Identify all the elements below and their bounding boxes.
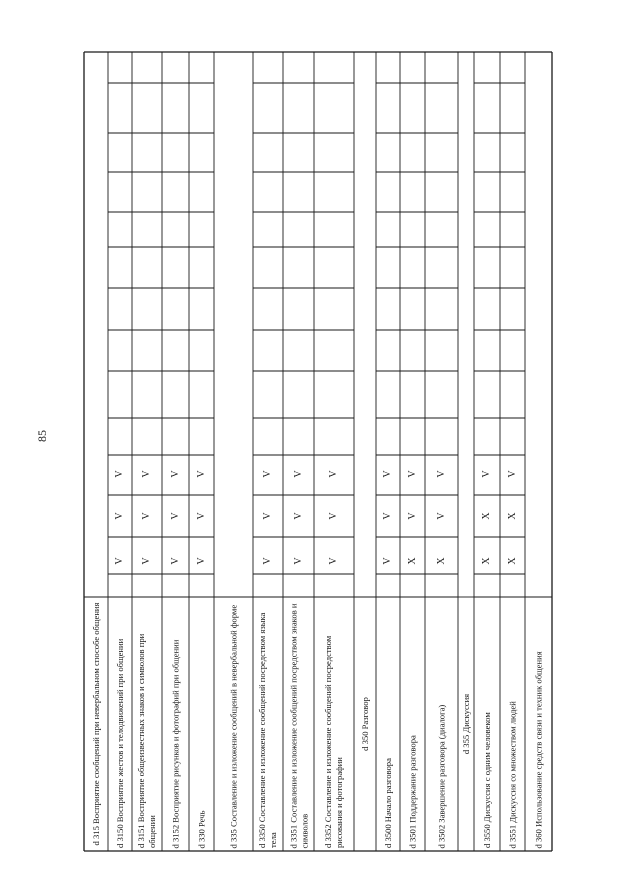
check-mark: V — [328, 512, 339, 520]
check-mark: V — [195, 512, 207, 520]
x-mark: X — [435, 557, 447, 565]
check-mark: V — [406, 512, 418, 520]
section-label: d 350 Разговор — [359, 697, 370, 751]
check-mark: V — [195, 470, 207, 478]
check-mark: V — [114, 557, 125, 565]
row-label: d 3350 Составление и изложение сообщений посредством языка тела — [257, 612, 278, 848]
row-label: d 3351 Составление и изложение сообщений посредством знаков и символов — [287, 602, 309, 848]
row-label: d 3500 Начало разговора — [382, 758, 393, 848]
row-label: d 3550 Дискуссия с одним человеком — [481, 712, 492, 848]
check-mark: V — [406, 470, 418, 478]
check-mark: V — [506, 470, 518, 478]
check-mark: V — [141, 470, 152, 478]
x-mark: X — [506, 557, 518, 565]
check-mark: V — [141, 557, 152, 565]
check-mark: V — [382, 470, 393, 478]
x-mark: X — [481, 512, 492, 520]
section-label: d 360 Использование средств связи и техник общения — [533, 650, 543, 848]
check-mark: V — [169, 470, 181, 478]
check-mark: V — [435, 512, 447, 520]
check-mark: V — [435, 470, 447, 478]
row-label: d 3151 Восприятие общеизвестных знаков и символов при общении — [136, 633, 157, 848]
check-mark: V — [262, 557, 273, 565]
check-mark: V — [195, 557, 207, 565]
check-mark: V — [481, 470, 492, 478]
check-mark: V — [141, 512, 152, 520]
row-label: d 3501 Поддержание разговора — [407, 734, 417, 848]
x-mark: X — [481, 557, 492, 565]
check-mark: V — [169, 557, 181, 565]
check-mark: V — [114, 470, 125, 478]
section-label: d 355 Дискуссия — [460, 693, 471, 755]
section-label: d 335 Составление и изложение сообщений в невербальной форме — [228, 604, 238, 848]
check-mark: V — [114, 512, 125, 520]
check-mark: V — [328, 557, 339, 565]
row-label: d 3152 Восприятие рисунков и фотографий при общении — [170, 639, 180, 848]
check-mark: V — [292, 470, 304, 478]
check-mark: V — [382, 512, 393, 520]
check-mark: V — [382, 557, 393, 565]
row-label: d 330 Речь — [196, 810, 206, 848]
check-mark: V — [292, 557, 304, 565]
row-label: d 3150 Восприятие жестов и телодвижений при общении — [114, 638, 125, 848]
x-mark: X — [406, 557, 418, 565]
row-label: d 3352 Составление и изложение сообщений посредством рисования и фотографии — [323, 635, 344, 848]
row-label: d 3551 Дискуссия со множеством людей — [507, 700, 517, 848]
section-label: d 315 Восприятие сообщений при невербальном способе общения — [90, 602, 101, 846]
check-mark: V — [262, 512, 273, 520]
page-number: 85 — [35, 430, 49, 442]
row-label: d 3502 Завершение разговора (диалога) — [436, 704, 446, 848]
check-mark: V — [262, 470, 273, 478]
check-mark: V — [292, 512, 304, 520]
check-mark: V — [169, 512, 181, 520]
check-mark: V — [328, 470, 339, 478]
x-mark: X — [506, 512, 518, 520]
